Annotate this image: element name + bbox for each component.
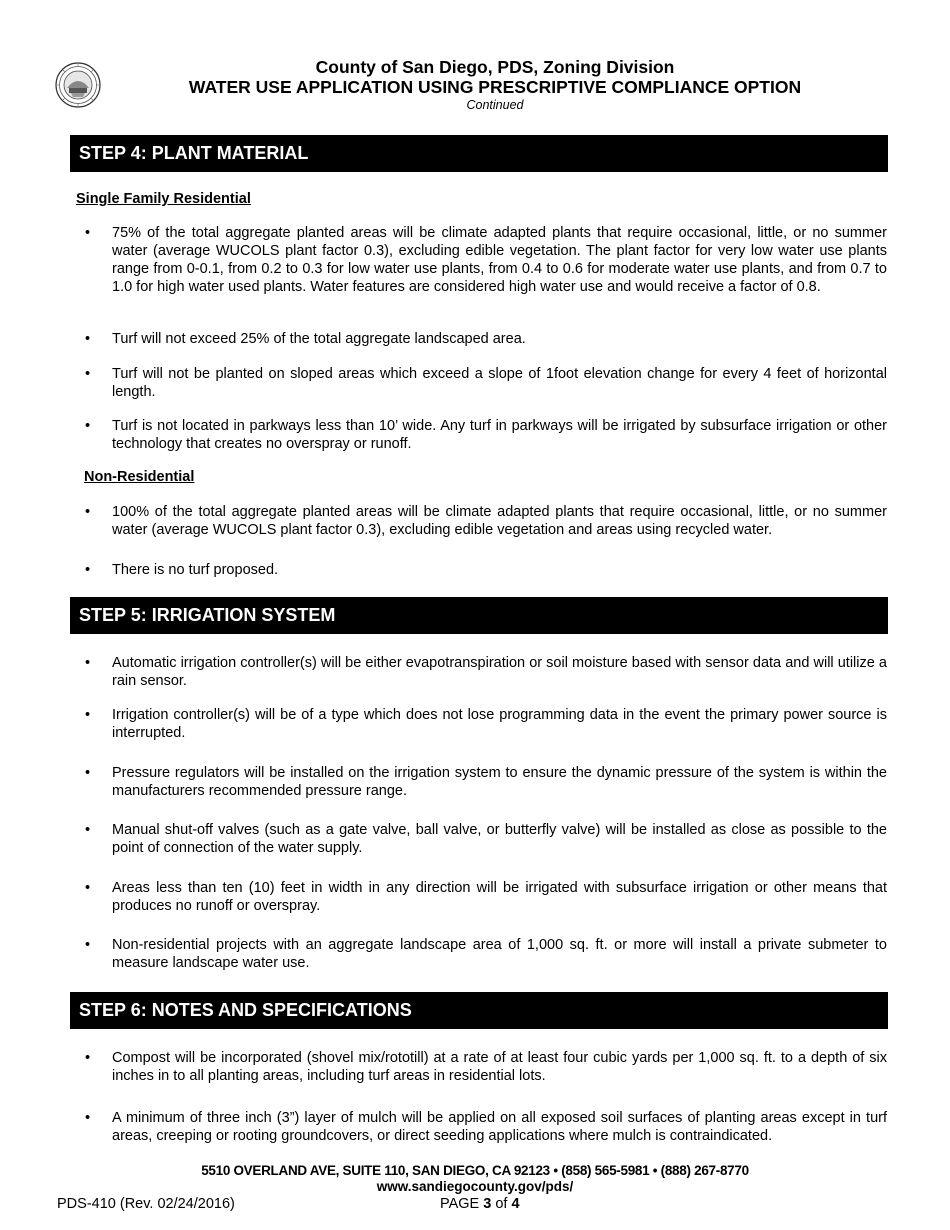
bullet-icon: • bbox=[85, 331, 91, 347]
list-item: • Turf is not located in parkways less than 10’ wide. Any turf in parkways will be irrigated by subsurface irrigation or other technology that creates no overspray or runoff. bbox=[85, 418, 887, 452]
list-item: • A minimum of three inch (3”) layer of mulch will be applied on all exposed soil surfaces of planting areas except in turf areas, creeping or rooting groundcovers, or direct seeding applications where mulch is contraindicated. bbox=[85, 1110, 887, 1144]
list-item: • 100% of the total aggregate planted areas will be climate adapted plants that require occasional, little, or no summer water (average WUCOLS plant factor 0.3), excluding edible vegetation and areas using recycled water. bbox=[85, 504, 887, 538]
list-item: • Automatic irrigation controller(s) will be either evapotranspiration or soil moisture based with sensor data and will utilize a rain sensor. bbox=[85, 655, 887, 689]
residential-subheading: Single Family Residential bbox=[76, 191, 251, 207]
bullet-icon: • bbox=[85, 1050, 91, 1066]
header-org: County of San Diego, PDS, Zoning Division bbox=[315, 57, 675, 77]
list-item: • Irrigation controller(s) will be of a type which does not lose programming data in the event the primary power source is interrupted. bbox=[85, 707, 887, 741]
bullet-icon: • bbox=[85, 937, 91, 953]
page-number: PAGE 3 of 4 bbox=[440, 1196, 520, 1212]
list-item: • Pressure regulators will be installed on the irrigation system to ensure the dynamic pressure of the system is within the manufacturers recommended pressure range. bbox=[85, 765, 887, 799]
bullet-icon: • bbox=[85, 418, 91, 434]
list-item: • 75% of the total aggregate planted areas will be climate adapted plants that require occasional, little, or no summer water (average WUCOLS plant factor 0.3), excluding edible vegetation. The plant factor for very low water use plants range from 0-0.1, from 0.2 to 0.3 for low water use plants, from 0.4 to 0.6 for moderate water use plants, and from 0.7 to 1.0 for high water used plants. Water features are considered high water use and would receive a factor of 0.8. bbox=[85, 225, 887, 295]
list-item: • Areas less than ten (10) feet in width in any direction will be irrigated with subsurface irrigation or other means that produces no runoff or overspray. bbox=[85, 880, 887, 914]
list-item: • Turf will not be planted on sloped areas which exceed a slope of 1foot elevation change for every 4 feet of horizontal length. bbox=[85, 366, 887, 400]
footer-address: 5510 OVERLAND AVE, SUITE 110, SAN DIEGO, CA 92123 • (858) 565-5981 • (888) 267-8770 bbox=[201, 1163, 749, 1178]
list-item: • Non-residential projects with an aggregate landscape area of 1,000 sq. ft. or more will install a private submeter to measure landscape water use. bbox=[85, 937, 887, 971]
footer-url[interactable]: www.sandiegocounty.gov/pds/ bbox=[376, 1179, 574, 1194]
list-item: • Compost will be incorporated (shovel mix/rototill) at a rate of at least four cubic yards per 1,000 sq. ft. to a depth of six inches in to all planting areas, including turf areas in residential lots. bbox=[85, 1050, 887, 1084]
list-item: • Manual shut-off valves (such as a gate valve, ball valve, or butterfly valve) will be installed as close as possible to the point of connection of the water supply. bbox=[85, 822, 887, 856]
county-seal-icon bbox=[55, 62, 101, 108]
nonresidential-subheading: Non-Residential bbox=[84, 469, 195, 485]
bullet-icon: • bbox=[85, 1110, 91, 1126]
list-item: • There is no turf proposed. bbox=[85, 562, 279, 578]
bullet-icon: • bbox=[85, 765, 91, 781]
step4-heading: STEP 4: PLANT MATERIAL bbox=[70, 135, 888, 172]
bullet-icon: • bbox=[85, 707, 91, 723]
bullet-icon: • bbox=[85, 880, 91, 896]
bullet-icon: • bbox=[85, 366, 91, 382]
continued-label: Continued bbox=[466, 98, 524, 112]
form-id: PDS-410 (Rev. 02/24/2016) bbox=[57, 1196, 235, 1212]
step6-heading: STEP 6: NOTES AND SPECIFICATIONS bbox=[70, 992, 888, 1029]
list-item: • Turf will not exceed 25% of the total aggregate landscaped area. bbox=[85, 331, 526, 347]
bullet-icon: • bbox=[85, 655, 91, 671]
step5-heading: STEP 5: IRRIGATION SYSTEM bbox=[70, 597, 888, 634]
document-title: WATER USE APPLICATION USING PRESCRIPTIVE COMPLIANCE OPTION bbox=[188, 77, 802, 97]
bullet-icon: • bbox=[85, 225, 91, 241]
bullet-icon: • bbox=[85, 562, 91, 578]
bullet-icon: • bbox=[85, 822, 91, 838]
bullet-icon: • bbox=[85, 504, 91, 520]
